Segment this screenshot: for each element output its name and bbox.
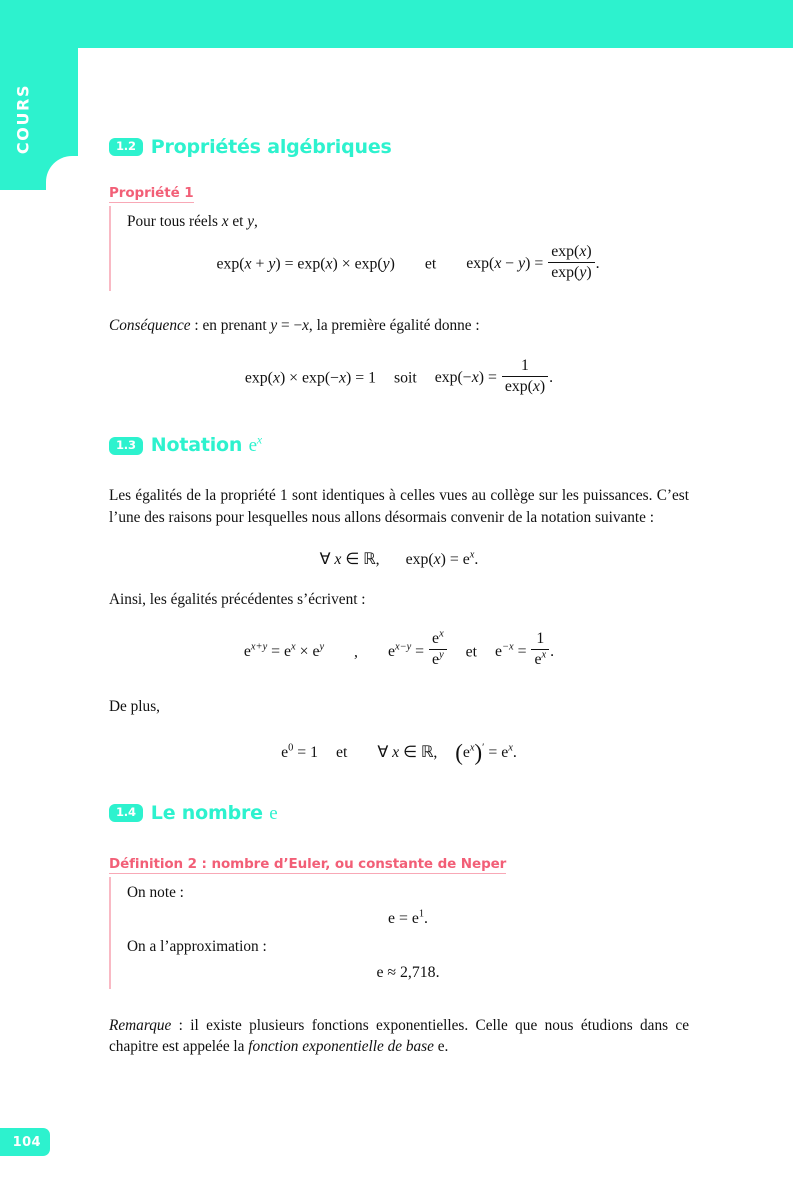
definition-2-line-1: On note : [127, 883, 184, 901]
section-badge-1-2: 1.2 [109, 138, 143, 156]
section-title-1-3-text: Notation [150, 434, 249, 457]
section-heading-1-4 [109, 802, 689, 825]
consequence-equation-inline: y = −x [270, 317, 309, 335]
property-1-intro-mid: et [228, 213, 248, 230]
remark-label: Remarque [109, 1016, 172, 1034]
remark-block [109, 1015, 689, 1058]
section-title-1-3-sup: x [256, 434, 262, 448]
definition-2-line-2: On a l’approximation : [127, 937, 267, 955]
formula-difference-rule: exp(x − y) = $\frac{\exp(x)}{\exp(y)}$ . [466, 242, 600, 281]
consequence-inverse-identity: exp(−x) = $\frac{1}{\exp(x)}$ . [434, 356, 554, 395]
rule-e-minus-x: $e^{-x}$ = $\frac{1}{e^x}$ . [495, 630, 555, 669]
consequence-product-identity: exp(x) × exp(−x) = 1 [244, 369, 376, 387]
consequence-display [109, 356, 689, 398]
remark-emphasis: fonction exponentielle de base [248, 1038, 434, 1056]
remark-text-pre: : il existe plusieurs fonctions exponentielles. Celle que nous étudions dans ce chapitre est appelée la [109, 1016, 689, 1056]
de-plus-lead: De plus, [109, 697, 160, 715]
consequence-text [109, 315, 689, 337]
property-1-intro [127, 213, 689, 231]
quantifier-forall-real-2: ∀ x ∈ ℝ, [377, 743, 438, 761]
identity-e-zero: $e^0 = 1$ [281, 742, 319, 761]
rule-separator-comma: , [354, 642, 358, 660]
section-badge-1-4: 1.4 [109, 804, 143, 822]
property-1-body [109, 206, 689, 291]
notation-paragraph: Les égalités de la propriété 1 sont identiques à celles vues au collège sur les puissances. C’est l’une des raisons pour lesquelles nous allons désormais convenir de la notation suivante : [109, 487, 689, 527]
rule-ex-plus-y: $e^{x+y} = e^x \times e^y$ [243, 641, 325, 660]
section-title-1-4-math: e [269, 802, 278, 824]
formula-sum-rule: exp(x + y) = exp(x) × exp(y) [216, 255, 395, 273]
property-1-label: Propriété 1 [109, 185, 194, 201]
property-1-intro-post: , [254, 213, 258, 230]
section-title-1-3-math [249, 435, 262, 456]
section-heading-1-3 [109, 434, 689, 457]
definition-2-block [109, 855, 689, 989]
definition-2-display-2: e ≈ 2,718. [376, 963, 440, 981]
notation-lead-in: Ainsi, les égalités précédentes s’écrivent : [109, 590, 366, 608]
consequence-text-post: , la première égalité donne : [308, 317, 480, 335]
notation-rules-display [109, 628, 689, 672]
section-title-1-3 [151, 434, 262, 457]
property-1-block [109, 184, 689, 291]
section-title-1-4-text: Le nombre [150, 801, 270, 824]
exp-equals-ex: $\exp(x) = e^x$. [405, 549, 479, 568]
definition-2-body [109, 877, 689, 989]
consequence-block [109, 315, 689, 398]
rule-conjunction-et: et [465, 642, 478, 660]
property-1-var-y: y [247, 213, 255, 230]
property-1-intro-pre: Pour tous réels [127, 213, 222, 230]
definition-2-label: Définition 2 : nombre d’Euler, ou constante de Neper [109, 855, 507, 872]
quantifier-forall-real: ∀ x ∈ ℝ, [319, 550, 380, 568]
remark-text-post: e. [433, 1038, 449, 1056]
rule-ex-minus-y: $e^{x-y}$ = $\frac{e^x}{e^y}$ [388, 643, 448, 660]
section-title-1-3-base: e [248, 435, 257, 457]
property-1-formula [127, 242, 689, 284]
section-title-1-2: Propriétés algébriques [150, 136, 392, 158]
final-conjunction-et: et [336, 743, 348, 761]
identity-derivative-ex: $(e^x)' = e^x$. [455, 739, 517, 765]
chapter-tab-cours [0, 48, 46, 190]
chapter-tab-label: COURS [13, 83, 33, 155]
section-title-1-4 [151, 802, 278, 825]
page-content [109, 0, 689, 1058]
notation-final-display [109, 740, 689, 766]
page-number-badge: 104 [0, 1128, 50, 1156]
section-heading-1-2 [109, 136, 689, 158]
notation-definition-display [109, 549, 689, 569]
consequence-conjunction-soit: soit [393, 369, 417, 387]
property-1-var-x: x [221, 213, 229, 230]
e-equals-e-one: $e = e^1$. [388, 908, 428, 927]
consequence-label: Conséquence [109, 317, 191, 335]
consequence-text-pre: : en prenant [190, 317, 271, 335]
section-badge-1-3: 1.3 [109, 437, 143, 455]
formula-conjunction-et: et [424, 255, 437, 273]
definition-2-display-1 [127, 910, 689, 928]
